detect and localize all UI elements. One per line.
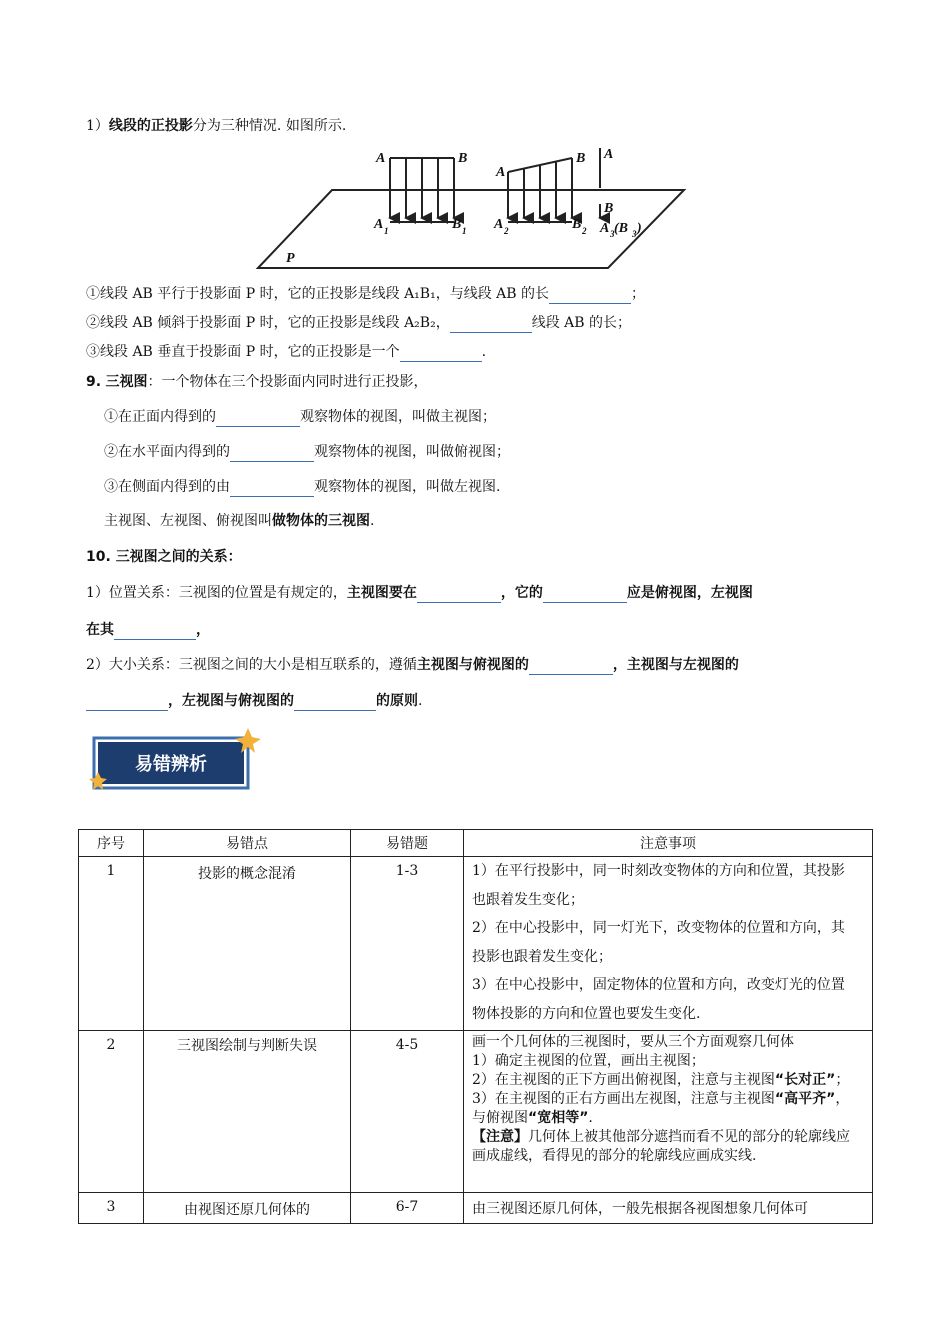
answer-blank[interactable] <box>114 623 196 640</box>
answer-blank[interactable] <box>450 316 532 333</box>
label-a1: A <box>374 217 384 232</box>
label-a3-sub: 3 <box>610 229 615 239</box>
section10-p1-line1: 1）位置关系：三视图的位置是有规定的，主视图要在 ，它的 应是俯视图，左视图 <box>86 585 753 601</box>
answer-blank[interactable] <box>230 480 314 497</box>
header-no: 序号 <box>79 830 144 857</box>
label-b2-sub: 2 <box>582 226 587 236</box>
table-row: 3 由视图还原几何体的 6-7 由三视图还原几何体，一般先根据各视图想象几何体可 <box>79 1193 873 1224</box>
label-b-oblique: B <box>576 151 586 166</box>
label-a2: A <box>494 217 504 232</box>
section1-item3: ③线段 AB 垂直于投影面 P 时，它的正投影是一个 . <box>86 344 487 360</box>
section1-item2: ②线段 AB 倾斜于投影面 P 时，它的正投影是线段 A₂B₂， 线段 AB 的长； <box>86 315 632 331</box>
answer-blank[interactable] <box>86 694 168 711</box>
table-row: 1 投影的概念混淆 1-3 1）在平行投影中，同一时刻改变物体的方向和位置，其投影 也跟着发生变化； 2）在中心投影中，同一灯光下，改变物体的位置和方向，其 投影也跟着发生变化； 3）在中心投影中，固定物体的位置和方向，改变灯光的位置 物体投影的方向和位置也要发生变化. <box>79 857 873 1031</box>
label-a3: A <box>600 221 610 236</box>
label-b1: B <box>452 217 462 232</box>
label-a: A <box>376 151 386 166</box>
label-b-perp: B <box>604 201 614 216</box>
section9-summary: 主视图、左视图、俯视图叫做物体的三视图. <box>104 513 375 529</box>
answer-blank[interactable] <box>417 586 501 603</box>
answer-blank[interactable] <box>216 410 300 427</box>
error-table <box>78 829 873 1224</box>
section9-item2: ②在水平面内得到的 观察物体的视图，叫做俯视图； <box>104 444 510 460</box>
error-analysis-banner <box>88 728 268 798</box>
section1-item1: ①线段 AB 平行于投影面 P 时，它的正投影是线段 A₁B₁，与线段 AB 的长 ； <box>86 286 645 302</box>
answer-blank[interactable] <box>230 445 314 462</box>
answer-blank[interactable] <box>529 658 613 675</box>
projection-figure <box>250 142 695 274</box>
answer-blank[interactable] <box>294 694 376 711</box>
answer-blank[interactable] <box>549 287 631 304</box>
section9-item3: ③在侧面内得到的由 观察物体的视图，叫做左视图. <box>104 479 501 495</box>
header-notes: 注意事项 <box>464 830 873 857</box>
section9-item1: ①在正面内得到的 观察物体的视图，叫做主视图； <box>104 409 496 425</box>
section1-title: 1）线段的正投影分为三种情况. 如图所示. <box>86 118 347 134</box>
label-a2-sub: 2 <box>504 226 509 236</box>
answer-blank[interactable] <box>543 586 627 603</box>
label-p: P <box>286 251 295 266</box>
header-problems: 易错题 <box>351 830 464 857</box>
table-header-row <box>79 830 873 857</box>
section10-title: 10. 三视图之间的关系： <box>86 549 242 565</box>
label-a1-sub: 1 <box>384 226 389 236</box>
label-b3-sub: 3 <box>632 229 637 239</box>
label-a-perp: A <box>604 147 614 162</box>
table-row: 2 三视图绘制与判断失误 4-5 画一个几何体的三视图时，要从三个方面观察几何体 1）确定主视图的位置，画出主视图； 2）在主视图的正下方画出俯视图，注意与主视图“长对正”； 3）在主视图的正右方画出左视图，注意与主视图“高平齐”，与俯视图“宽相等”. 【注意】几何体上被其他部分遮挡而看不见的部分的轮廓线应画成虚线，看得见的部分的轮廓线应画成实线. <box>79 1031 873 1193</box>
section10-p2-line2: ，左视图与俯视图的 的原则. <box>86 691 422 711</box>
banner-label: 易错辨析 <box>135 754 207 775</box>
label-b3-close: ) <box>637 221 642 236</box>
label-b1-sub: 1 <box>462 226 467 236</box>
section10-p1-line2: 在其 ， <box>86 622 210 638</box>
label-b3-open: (B <box>614 221 628 236</box>
answer-blank[interactable] <box>400 345 482 362</box>
section9-title: 9. 三视图：一个物体在三个投影面内同时进行正投影， <box>86 374 428 390</box>
label-b: B <box>458 151 468 166</box>
label-b2: B <box>572 217 582 232</box>
label-a-oblique: A <box>496 165 506 180</box>
header-point: 易错点 <box>144 830 351 857</box>
section10-p2-line1: 2）大小关系：三视图之间的大小是相互联系的，遵循主视图与俯视图的 ，主视图与左视图的 <box>86 657 739 673</box>
